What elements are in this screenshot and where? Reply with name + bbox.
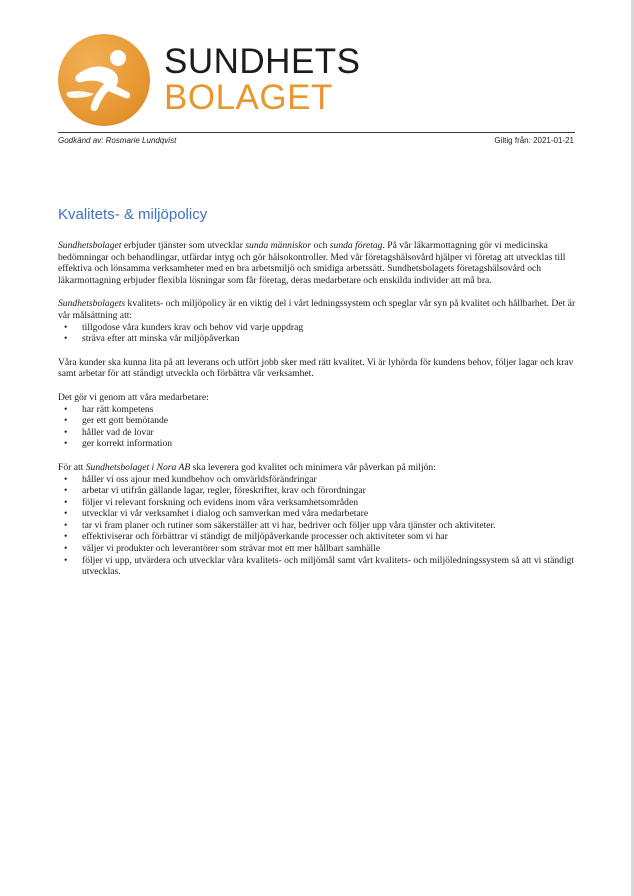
list-item: • håller vi oss ajour med kundbehov och omvärldsförändringar — [58, 474, 578, 486]
text-span: erbjuder tjänster som utvecklar — [121, 240, 246, 251]
list-item: • tillgodose våra kunders krav och behov vid varje uppdrag — [58, 322, 578, 334]
company-logo — [58, 34, 361, 126]
text-span: För att — [58, 461, 86, 473]
list-item: • följer vi upp, utvärdera och utvecklar våra kvalitets- och miljömål samt vårt kvalitets- och miljöledningssystem så att vi ständigt utvecklas. — [58, 555, 578, 578]
policy-body — [58, 240, 578, 590]
customer-paragraph: Våra kunder ska kunna lita på att leverans och utfört jobb sker med rätt kvalitet. Vi är lyhörda för kundens behov, följer lagar och krav samt arbetar för att ständigt utveckla och förbättra vår verksamhet. — [58, 356, 574, 380]
text-span: ska leverera god kvalitet och minimera vår påverkan på miljön: — [190, 461, 436, 473]
list-item: • tar vi fram planer och rutiner som säkerställer att vi har, bedriver och följer upp våra tjänster och aktiviteter. — [58, 520, 578, 532]
text-span: kvalitets- och miljöpolicy är en viktig del i vårt ledningssystem och speglar vår syn på kvalitet och hållbarhet. Det är vår målsättning att: — [58, 298, 576, 321]
list-item: • har rätt kompetens — [58, 404, 578, 416]
list-item: • effektiviserar och förbättrar vi ständigt de miljöpåverkande processer och aktiviteter som vi har — [58, 531, 578, 543]
goals-list — [58, 322, 578, 345]
text-span: . På vår läkarmottagning gör vi medicinska bedömningar och behandlingar, utfärdar intyg och gör hälsokontroller. Med vår företagshälsovård hjälper vi företag att utvecklas till effektiva och lönsamma verksamheter med en bra arbetsmiljö och smidiga arbetssätt. Sundhetsbolagets företagshälsovård och läkarmottagning erbjuder flexibla lösningar som får företag, deras medarbetare och enskilda individer att må bra. — [58, 240, 566, 286]
list-item: • utvecklar vi vår verksamhet i dialog och samverkan med våra medarbetare — [58, 508, 578, 520]
list-item: • väljer vi produkter och leverantörer som strävar mot ett mer hållbart samhälle — [58, 543, 578, 555]
company-name-italic: Sundhetsbolaget i Nora AB — [85, 461, 191, 473]
runner-logo-icon — [58, 34, 150, 126]
emphasis-sunda-manniskor: sunda människor — [245, 240, 312, 251]
list-item: • följer vi relevant forskning och evidens inom våra verksamhetsområden — [58, 497, 578, 509]
list-item: • arbetar vi utifrån gällande lagar, regler, föreskrifter, krav och förordningar — [58, 485, 578, 497]
employees-paragraph: Det gör vi genom att våra medarbetare: — [58, 391, 209, 403]
list-item: • håller vad de lovar — [58, 427, 578, 439]
approved-by: Godkänd av: Rosmarie Lundqvist — [58, 136, 177, 145]
logo-wordmark — [164, 44, 361, 116]
list-item: • ger korrekt information — [58, 438, 578, 450]
text-span: och — [311, 240, 330, 251]
logo-line-sundhets: SUNDHETS — [164, 42, 361, 81]
list-item: • ger ett gott bemötande — [58, 415, 578, 427]
company-name-italic: Sundhetsbolaget — [58, 240, 122, 251]
page-title: Kvalitets- & miljöpolicy — [58, 206, 208, 223]
emphasis-sunda-foretag: sunda företag — [329, 240, 383, 251]
policy-paragraph — [58, 298, 578, 321]
company-name-italic: Sundhetsbolagets — [58, 298, 126, 310]
employees-list — [58, 404, 578, 450]
logo-line-bolaget: BOLAGET — [164, 78, 333, 117]
intro-paragraph — [58, 240, 578, 286]
quality-paragraph — [58, 462, 578, 474]
header-divider — [58, 132, 575, 133]
actions-list — [58, 474, 578, 578]
valid-from: Giltig från: 2021-01-21 — [494, 136, 574, 145]
list-item: • sträva efter att minska vår miljöpåverkan — [58, 333, 578, 345]
